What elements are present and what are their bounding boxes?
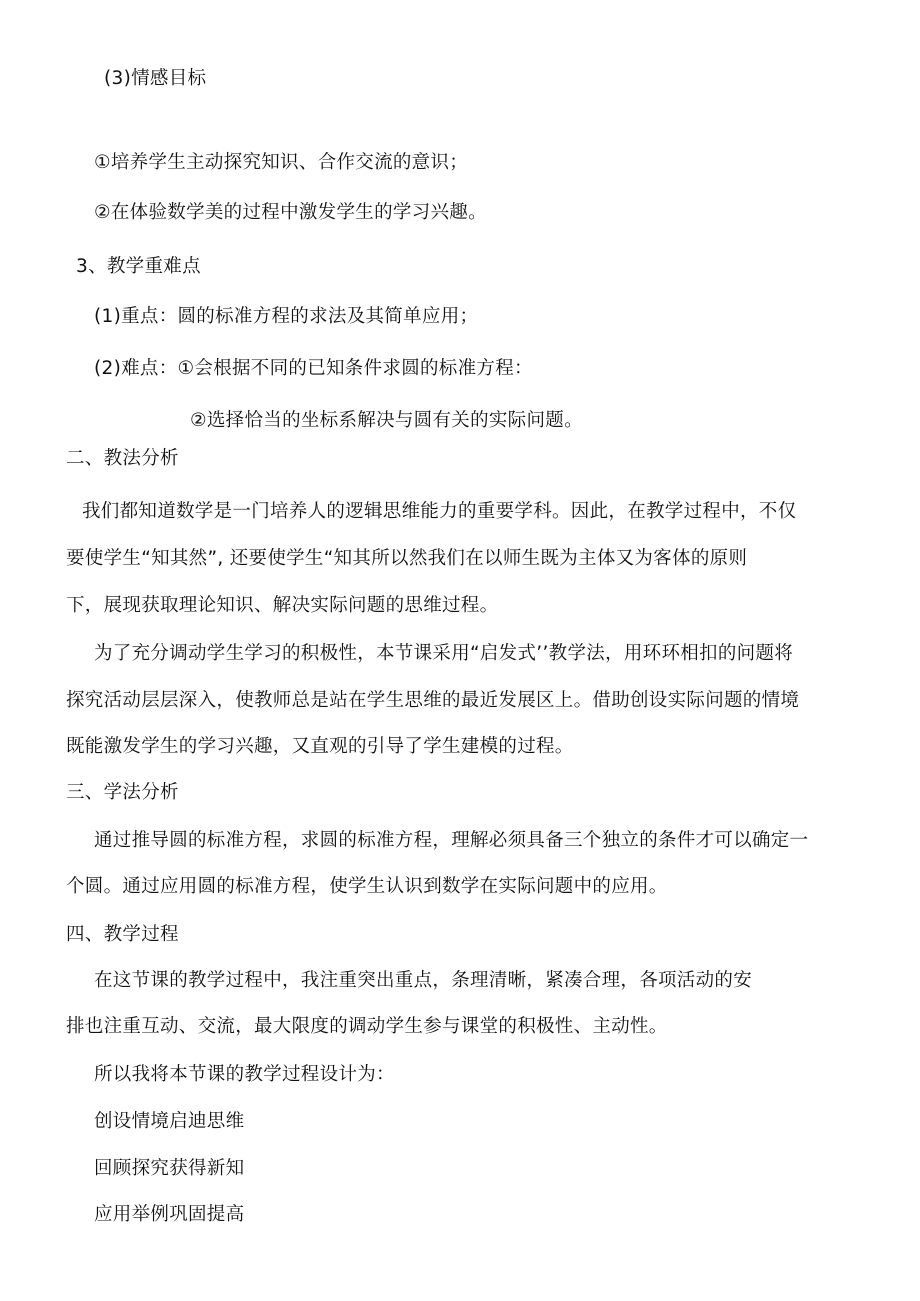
- section-heading-teaching-method: 二、教法分析: [66, 448, 179, 469]
- heading-affective-goals: (3)情感目标: [104, 68, 207, 89]
- difficult-point-2: ②选择恰当的坐标系解决与圆有关的实际问题。: [190, 410, 583, 431]
- section-heading-teaching-process: 四、教学过程: [66, 924, 179, 945]
- paragraph-line: 个圆。通过应用圆的标准方程，使学生认识到数学在实际问题中的应用。: [66, 876, 668, 897]
- paragraph-line: 通过推导圆的标准方程，求圆的标准方程，理解必须具备三个独立的条件才可以确定一: [94, 830, 809, 851]
- key-point: (1)重点：圆的标准方程的求法及其简单应用；: [94, 306, 479, 327]
- process-step-2: 回顾探究获得新知: [94, 1158, 245, 1179]
- section-heading-learning-method: 三、学法分析: [66, 782, 179, 803]
- paragraph-line: 下，展现获取理论知识、解决实际问题的思维过程。: [66, 595, 499, 616]
- paragraph-line: 为了充分调动学生学习的积极性，本节课采用“启发式’’教学法，用环环相扣的问题将: [94, 643, 794, 664]
- paragraph-line: 在这节课的教学过程中，我注重突出重点，条理清晰，紧凑合理，各项活动的安: [94, 970, 753, 991]
- paragraph-line: 排也注重互动、交流，最大限度的调动学生参与课堂的积极性、主动性。: [66, 1016, 668, 1037]
- paragraph-line: 既能激发学生的学习兴趣，又直观的引导了学生建模的过程。: [66, 736, 574, 757]
- heading-key-difficult-points: 3、教学重难点: [76, 256, 201, 277]
- goal-item-1: ①培养学生主动探究知识、合作交流的意识；: [94, 152, 469, 173]
- difficult-point-1: (2)难点：①会根据不同的已知条件求圆的标准方程：: [94, 358, 533, 379]
- paragraph-line: 我们都知道数学是一门培养人的逻辑思维能力的重要学科。因此，在教学过程中，不仅: [82, 501, 797, 522]
- paragraph-line: 探究活动层层深入，使教师总是站在学生思维的最近发展区上。借助创设实际问题的情境: [66, 690, 800, 711]
- paragraph-line: 要使学生“知其然”, 还要使学生“知其所以然我们在以师生既为主体又为客体的原则: [66, 548, 748, 569]
- goal-item-2: ②在体验数学美的过程中激发学生的学习兴趣。: [94, 202, 487, 223]
- process-step-1: 创设情境启迪思维: [94, 1111, 245, 1132]
- process-step-3: 应用举例巩固提高: [94, 1204, 245, 1225]
- paragraph-line: 所以我将本节课的教学过程设计为：: [94, 1064, 395, 1085]
